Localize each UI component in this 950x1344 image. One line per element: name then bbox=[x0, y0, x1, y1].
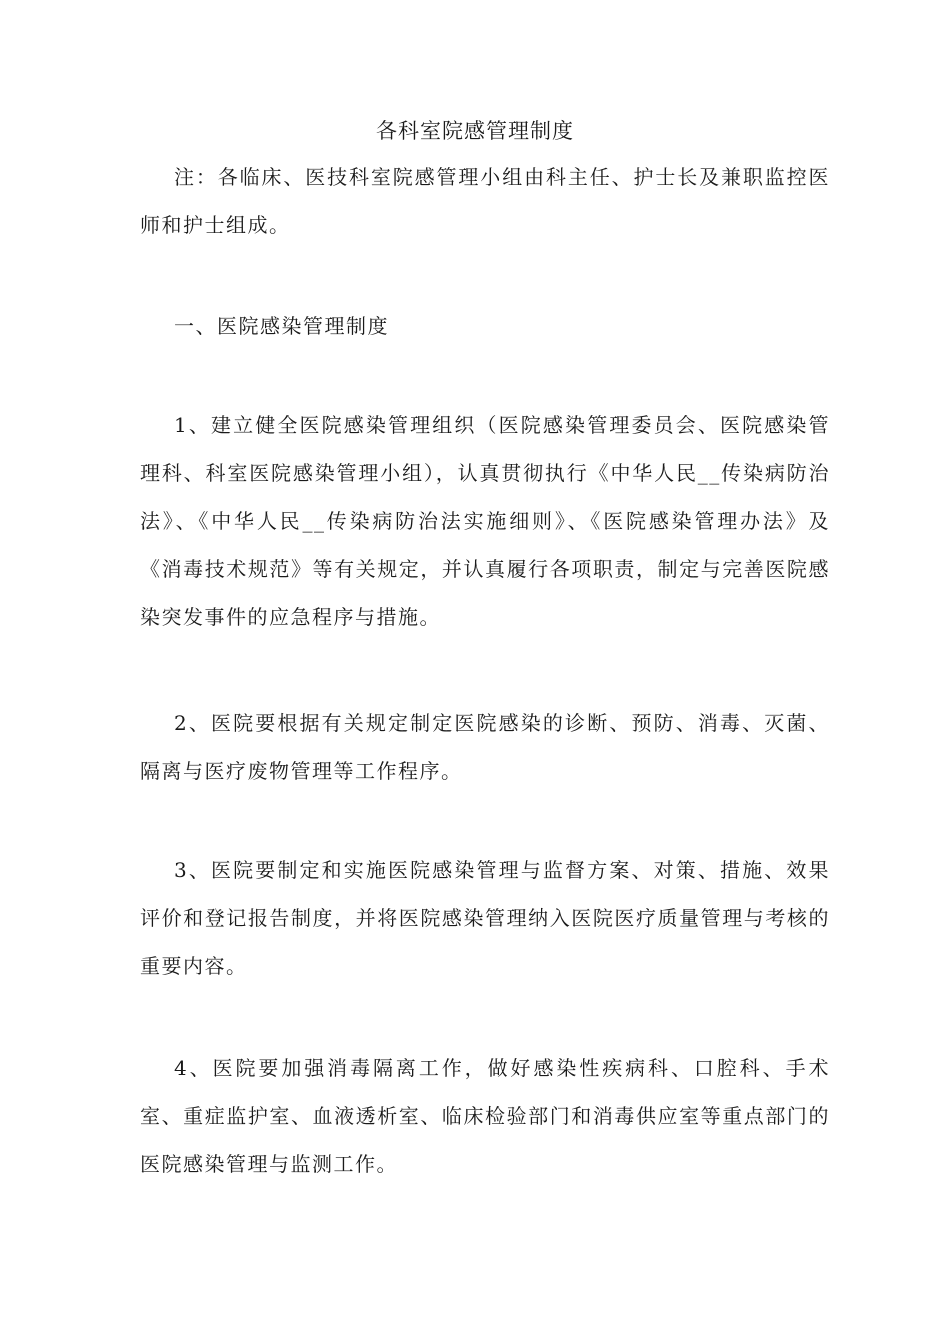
list-item-3: 3、医院要制定和实施医院感染管理与监督方案、对策、措施、效果评价和登记报告制度，并将医院感染管理纳入医院医疗质量管理与考核的重要内容。 bbox=[140, 858, 830, 978]
list-item-4: 4、医院要加强消毒隔离工作，做好感染性疾病科、口腔科、手术室、重症监护室、血液透析室、临床检验部门和消毒供应室等重点部门的医院感染管理与监测工作。 bbox=[140, 1056, 830, 1176]
list-item-1: 1、建立健全医院感染管理组织（医院感染管理委员会、医院感染管理科、科室医院感染管理小组），认真贯彻执行《中华人民__传染病防治法》、《中华人民__传染病防治法实施细则》、《医院感染管理办法》及《消毒技术规范》等有关规定，并认真履行各项职责，制定与完善医院感染突发事件的应急程序与措施。 bbox=[140, 413, 830, 629]
section-heading: 一、医院感染管理制度 bbox=[174, 314, 389, 338]
list-item-2: 2、医院要根据有关规定制定医院感染的诊断、预防、消毒、灭菌、隔离与医疗废物管理等工作程序。 bbox=[140, 711, 830, 783]
note-paragraph: 注：各临床、医技科室院感管理小组由科主任、护士长及兼职监控医师和护士组成。 bbox=[140, 165, 830, 237]
document-title: 各科室院感管理制度 bbox=[376, 119, 574, 143]
